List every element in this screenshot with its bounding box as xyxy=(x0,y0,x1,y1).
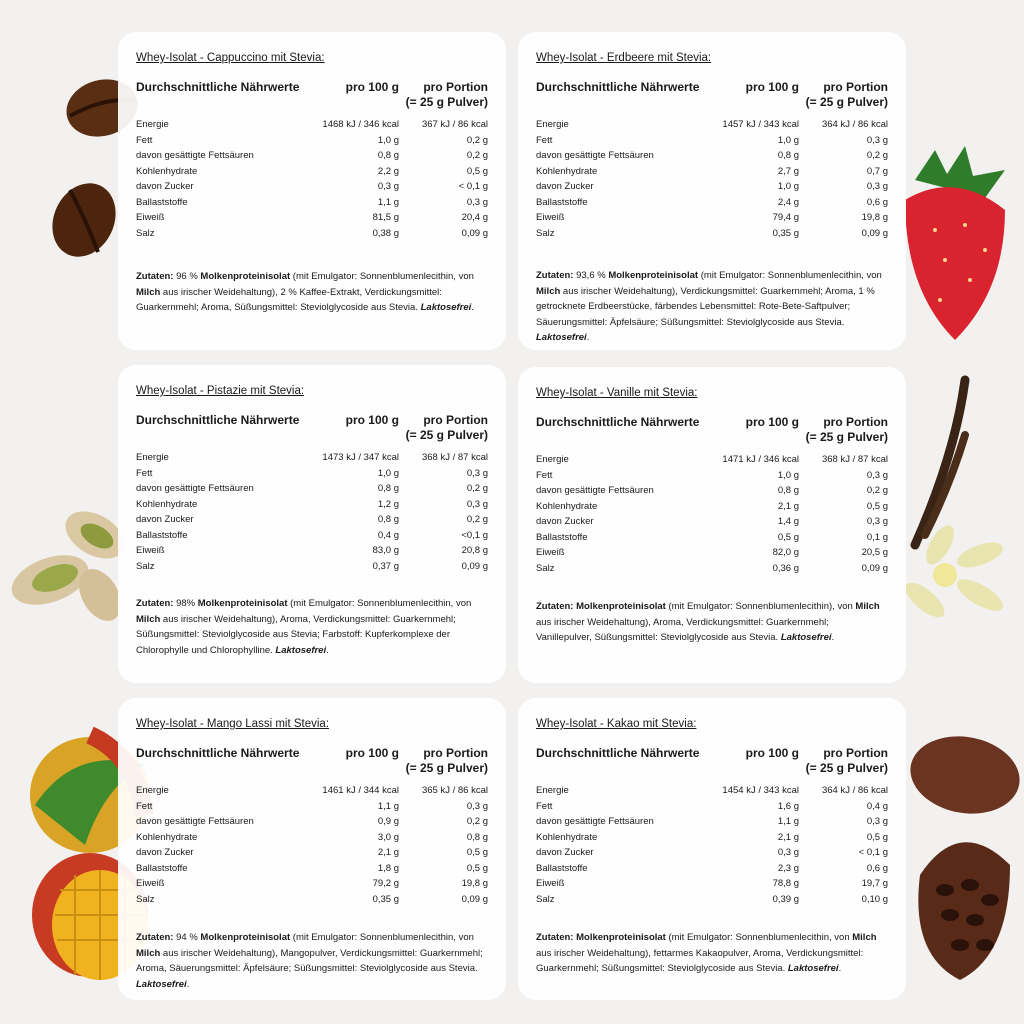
value-per-100g: 0,8 g xyxy=(377,514,399,525)
value-per-100g: 1468 kJ / 346 kcal xyxy=(322,119,399,130)
value-per-portion: 0,2 g xyxy=(466,150,488,161)
value-per-portion: 0,09 g xyxy=(461,560,488,572)
nutrition-row xyxy=(536,830,888,846)
nutrient-label: Kohlenhydrate xyxy=(536,165,598,177)
ingredient-text: . xyxy=(471,302,474,313)
card-title: Whey-Isolat - Vanille mit Stevia: xyxy=(536,387,698,399)
nutrient-label: davon gesättigte Fettsäuren xyxy=(536,150,654,161)
nutrient-label: davon Zucker xyxy=(536,181,594,192)
value-per-100g: 2,7 g xyxy=(777,165,799,177)
nutrition-row xyxy=(136,543,488,559)
header-per-100g: pro 100 g xyxy=(345,80,399,94)
nutrient-label: davon Zucker xyxy=(136,181,194,192)
value-per-portion: 0,8 g xyxy=(466,831,488,843)
value-per-portion: 0,09 g xyxy=(861,562,888,574)
value-per-portion: < 0,1 g xyxy=(858,847,888,858)
nutrition-row xyxy=(536,783,888,799)
value-per-100g: 1,6 g xyxy=(777,800,799,812)
value-per-portion: 0,09 g xyxy=(461,227,488,239)
ingredient-highlight: Molkenproteinisolat xyxy=(200,271,291,282)
nutrient-label: Ballaststoffe xyxy=(136,862,188,874)
value-per-portion: 364 kJ / 86 kcal xyxy=(821,785,888,796)
ingredient-text: aus irischer Weidehaltung), Aroma, Verdickungsmittel: Guarkernmehl; Süßungsmittel: Steviolglycoside aus Stevia; Farbstoff: Kupferkomplexe der Chlorophylle und Chlorophylline. xyxy=(136,613,456,656)
nutrition-row xyxy=(136,164,488,180)
strawberry-icon xyxy=(895,140,1024,350)
value-per-100g: 0,3 g xyxy=(377,181,399,192)
value-per-portion: 0,2 g xyxy=(466,134,488,146)
header-per-portion: pro Portion (= 25 g Pulver) xyxy=(405,80,488,109)
value-per-portion: 0,5 g xyxy=(866,500,888,512)
nutrition-row xyxy=(136,814,488,830)
value-per-100g: 1454 kJ / 343 kcal xyxy=(722,785,799,796)
nutrition-row xyxy=(536,499,888,515)
value-per-100g: 2,1 g xyxy=(777,500,799,512)
nutrition-rows xyxy=(536,783,888,907)
value-per-portion: 365 kJ / 86 kcal xyxy=(421,785,488,796)
lactose-free-note: Laktosefrei xyxy=(420,302,472,313)
nutrition-card-cappuccino xyxy=(118,32,506,350)
nutrient-label: Salz xyxy=(136,893,155,905)
nutrition-row xyxy=(536,814,888,830)
nutrition-row xyxy=(536,892,888,908)
nutrient-label: davon Zucker xyxy=(536,847,594,858)
value-per-100g: 0,8 g xyxy=(377,150,399,161)
ingredient-highlight: Molkenproteinisolat xyxy=(608,270,699,281)
nutrient-label: Energie xyxy=(536,454,569,465)
header-per-100g: pro 100 g xyxy=(345,746,399,760)
nutrition-row xyxy=(536,179,888,195)
value-per-100g: 1,1 g xyxy=(377,800,399,812)
ingredient-text: aus irischer Weidehaltung), 2 % Kaffee-Extrakt, Verdickungsmittel: Guarkernmehl; Aroma, Süßungsmittel: Steviolglycoside aus Stevia. xyxy=(136,286,442,313)
nutrition-header xyxy=(136,80,488,110)
value-per-100g: 82,0 g xyxy=(772,547,799,558)
nutrient-label: Energie xyxy=(136,119,169,130)
nutrient-label: Fett xyxy=(136,134,153,146)
value-per-portion: 0,1 g xyxy=(866,531,888,543)
value-per-100g: 79,2 g xyxy=(372,878,399,889)
value-per-100g: 1,4 g xyxy=(777,516,799,527)
nutrition-row xyxy=(136,876,488,892)
lactose-free-note: Laktosefrei xyxy=(780,632,832,643)
ingredient-text: . xyxy=(326,644,329,656)
nutrient-label: davon gesättigte Fettsäuren xyxy=(136,483,254,494)
ingredient-text: 96 % xyxy=(173,271,201,282)
nutrient-label: Ballaststoffe xyxy=(536,531,588,543)
lactose-free-note: Laktosefrei xyxy=(136,978,187,990)
value-per-100g: 3,0 g xyxy=(377,831,399,843)
value-per-100g: 81,5 g xyxy=(372,212,399,223)
card-title: Whey-Isolat - Cappuccino mit Stevia: xyxy=(136,52,325,64)
ingredient-highlight: Milch xyxy=(536,285,561,297)
nutrient-label: Eiweiß xyxy=(536,547,565,558)
header-per-100g: pro 100 g xyxy=(745,80,799,94)
nutrition-row xyxy=(136,845,488,861)
nutrition-header xyxy=(536,80,888,110)
nutrition-row xyxy=(136,466,488,482)
nutrition-header xyxy=(136,746,488,776)
value-per-100g: 0,8 g xyxy=(777,485,799,496)
value-per-portion: 368 kJ / 87 kcal xyxy=(821,454,888,465)
ingredients-label: Zutaten: xyxy=(136,271,174,282)
value-per-portion: 0,7 g xyxy=(866,165,888,177)
nutrition-card-mango-lassi xyxy=(118,698,506,1000)
nutrient-label: Kohlenhydrate xyxy=(136,165,198,177)
nutrient-label: Eiweiß xyxy=(136,212,165,223)
nutrition-card-pistazie xyxy=(118,365,506,683)
nutrition-row xyxy=(136,133,488,149)
ingredients-text xyxy=(536,930,886,977)
value-per-portion: 0,2 g xyxy=(466,816,488,827)
value-per-portion: 0,5 g xyxy=(866,831,888,843)
nutrient-label: Salz xyxy=(536,562,555,574)
header-per-portion: pro Portion (= 25 g Pulver) xyxy=(805,746,888,775)
value-per-100g: 2,1 g xyxy=(377,847,399,858)
nutrient-label: Ballaststoffe xyxy=(536,862,588,874)
ingredient-text: . xyxy=(586,332,590,343)
header-per-100g: pro 100 g xyxy=(745,746,799,760)
ingredients-text xyxy=(136,596,486,658)
nutrient-label: Kohlenhydrate xyxy=(136,498,198,510)
nutrition-row xyxy=(136,179,488,195)
value-per-portion: 0,3 g xyxy=(866,516,888,527)
nutrient-label: Energie xyxy=(536,785,569,796)
value-per-100g: 0,35 g xyxy=(772,227,799,239)
ingredients-text xyxy=(136,269,486,316)
nutrient-label: davon gesättigte Fettsäuren xyxy=(536,816,654,827)
ingredients-text xyxy=(536,599,886,646)
nutrition-row xyxy=(536,468,888,484)
ingredient-text: aus irischer Weidehaltung), Verdickungsmittel: Guarkernmehl; Aroma, 1 % getrocknete Erdbeerstücke, färbendes Lebensmittel: Rote-Bete-Saftpulver; Säuerungsmittel: Äpfelsäure; Süßungsmittel: Steviolglycoside aus Stevia. xyxy=(536,285,875,328)
nutrition-header xyxy=(136,413,488,443)
value-per-portion: 20,4 g xyxy=(461,212,488,223)
value-per-portion: 0,6 g xyxy=(866,862,888,874)
nutrition-card-vanille xyxy=(518,367,906,683)
value-per-portion: 0,3 g xyxy=(866,181,888,192)
value-per-100g: 1,0 g xyxy=(377,467,399,479)
value-per-portion: 0,3 g xyxy=(466,498,488,510)
nutrient-label: Kohlenhydrate xyxy=(536,831,598,843)
value-per-100g: 1473 kJ / 347 kcal xyxy=(322,452,399,463)
nutrient-label: Fett xyxy=(536,800,553,812)
nutrient-label: Ballaststoffe xyxy=(536,196,588,208)
header-nutrients: Durchschnittliche Nährwerte xyxy=(136,80,300,94)
nutrient-label: Salz xyxy=(536,227,555,239)
value-per-portion: 0,2 g xyxy=(866,485,888,496)
value-per-100g: 2,1 g xyxy=(777,831,799,843)
value-per-100g: 0,5 g xyxy=(777,531,799,543)
pistachio-icon xyxy=(5,490,135,630)
value-per-100g: 1,8 g xyxy=(377,862,399,874)
nutrient-label: davon gesättigte Fettsäuren xyxy=(536,485,654,496)
value-per-portion: 364 kJ / 86 kcal xyxy=(821,119,888,130)
nutrient-label: davon Zucker xyxy=(536,516,594,527)
nutrition-row xyxy=(536,845,888,861)
nutrition-row xyxy=(536,210,888,226)
ingredient-highlight: Milch xyxy=(852,932,877,943)
nutrient-label: Fett xyxy=(136,800,153,812)
nutrient-label: davon gesättigte Fettsäuren xyxy=(136,816,254,827)
value-per-portion: 0,6 g xyxy=(866,196,888,208)
ingredient-text: (mit Emulgator: Sonnenblumenlecithin), von xyxy=(665,601,856,612)
value-per-portion: 0,5 g xyxy=(466,862,488,874)
value-per-100g: 1457 kJ / 343 kcal xyxy=(722,119,799,130)
ingredient-text: . xyxy=(831,632,835,643)
nutrition-row xyxy=(136,195,488,211)
value-per-portion: 19,7 g xyxy=(861,878,888,889)
nutrition-row xyxy=(536,561,888,577)
value-per-portion: 0,4 g xyxy=(866,800,888,812)
ingredients-label: Zutaten: xyxy=(536,270,574,281)
value-per-100g: 0,38 g xyxy=(372,227,399,239)
value-per-100g: 0,4 g xyxy=(377,529,399,541)
nutrient-label: Kohlenhydrate xyxy=(536,500,598,512)
nutrition-row xyxy=(136,210,488,226)
nutrient-label: Energie xyxy=(136,785,169,796)
nutrition-row xyxy=(136,559,488,575)
nutrition-row xyxy=(136,892,488,908)
value-per-100g: 0,35 g xyxy=(372,893,399,905)
nutrient-label: Salz xyxy=(136,227,155,239)
ingredient-text: (mit Emulgator: Sonnenblumenlecithin, von xyxy=(290,271,474,282)
nutrient-label: Fett xyxy=(536,134,553,146)
value-per-100g: 78,8 g xyxy=(772,878,799,889)
nutrition-rows xyxy=(536,452,888,576)
card-title: Whey-Isolat - Mango Lassi mit Stevia: xyxy=(136,718,330,730)
value-per-portion: 0,3 g xyxy=(866,134,888,146)
cacao-icon xyxy=(890,725,1024,985)
nutrient-label: Eiweiß xyxy=(136,878,165,889)
value-per-portion: 0,09 g xyxy=(861,227,888,239)
nutrient-label: Energie xyxy=(536,119,569,130)
ingredients-text xyxy=(536,268,886,346)
nutrition-row xyxy=(536,164,888,180)
value-per-portion: 19,8 g xyxy=(461,878,488,889)
value-per-portion: 0,2 g xyxy=(466,514,488,525)
value-per-100g: 1471 kJ / 346 kcal xyxy=(722,454,799,465)
nutrient-label: Eiweiß xyxy=(536,212,565,223)
nutrition-row xyxy=(136,830,488,846)
value-per-100g: 0,3 g xyxy=(777,847,799,858)
value-per-portion: 0,3 g xyxy=(466,467,488,479)
ingredient-highlight: Molkenproteinisolat xyxy=(197,598,288,609)
value-per-100g: 1461 kJ / 344 kcal xyxy=(322,785,399,796)
nutrition-rows xyxy=(136,117,488,241)
nutrient-label: Energie xyxy=(136,452,169,463)
header-per-portion: pro Portion (= 25 g Pulver) xyxy=(405,746,488,775)
nutrition-row xyxy=(136,481,488,497)
value-per-portion: 0,3 g xyxy=(866,469,888,481)
value-per-100g: 2,4 g xyxy=(777,196,799,208)
ingredient-highlight: Milch xyxy=(136,947,161,959)
nutrient-label: Salz xyxy=(136,560,155,572)
header-nutrients: Durchschnittliche Nährwerte xyxy=(536,415,700,429)
nutrition-row xyxy=(136,799,488,815)
value-per-portion: 0,09 g xyxy=(461,893,488,905)
value-per-100g: 1,0 g xyxy=(377,134,399,146)
nutrition-row xyxy=(536,117,888,133)
nutrition-row xyxy=(536,452,888,468)
value-per-100g: 1,2 g xyxy=(377,498,399,510)
nutrition-row xyxy=(136,117,488,133)
nutrient-label: Salz xyxy=(536,893,555,905)
ingredient-highlight: Molkenproteinisolat xyxy=(200,932,291,943)
value-per-100g: 1,0 g xyxy=(777,181,799,192)
card-title: Whey-Isolat - Kakao mit Stevia: xyxy=(536,718,697,730)
nutrition-row xyxy=(536,195,888,211)
ingredient-text: 93,6 % xyxy=(573,270,609,281)
nutrition-row xyxy=(536,545,888,561)
nutrition-row xyxy=(136,497,488,513)
value-per-portion: 0,10 g xyxy=(861,893,888,905)
value-per-100g: 0,37 g xyxy=(372,560,399,572)
value-per-portion: 0,5 g xyxy=(466,847,488,858)
ingredient-highlight: Milch xyxy=(136,286,161,298)
value-per-100g: 1,0 g xyxy=(777,469,799,481)
value-per-100g: 0,36 g xyxy=(772,562,799,574)
nutrition-row xyxy=(136,450,488,466)
nutrition-row xyxy=(536,530,888,546)
ingredient-highlight: Molkenproteinisolat xyxy=(576,601,666,612)
nutrition-card-erdbeere xyxy=(518,32,906,350)
nutrition-rows xyxy=(536,117,888,241)
nutrition-row xyxy=(136,226,488,242)
ingredient-text: 98% xyxy=(173,598,198,609)
nutrient-label: davon Zucker xyxy=(136,847,194,858)
value-per-portion: 0,3 g xyxy=(466,800,488,812)
ingredient-highlight: Molkenproteinisolat xyxy=(576,932,666,943)
nutrient-label: Eiweiß xyxy=(536,878,565,889)
nutrient-label: davon gesättigte Fettsäuren xyxy=(136,150,254,161)
lactose-free-note: Laktosefrei xyxy=(536,332,587,343)
ingredient-text: (mit Emulgator: Sonnenblumenlecithin, von xyxy=(290,932,474,943)
nutrition-row xyxy=(536,226,888,242)
value-per-100g: 2,3 g xyxy=(777,862,799,874)
ingredients-label: Zutaten: xyxy=(536,932,574,943)
ingredient-text: 94 % xyxy=(173,932,201,943)
header-per-portion: pro Portion (= 25 g Pulver) xyxy=(805,415,888,444)
ingredient-text: . xyxy=(186,978,190,990)
header-per-100g: pro 100 g xyxy=(345,413,399,427)
nutrition-header xyxy=(536,415,888,445)
ingredients-label: Zutaten: xyxy=(136,598,174,609)
value-per-100g: 0,8 g xyxy=(777,150,799,161)
value-per-portion: 0,3 g xyxy=(466,196,488,208)
value-per-portion: 20,5 g xyxy=(861,547,888,558)
ingredient-text: aus irischer Weidehaltung), Mangopulver, Verdickungsmittel: Guarkernmehl; Aroma, Säuerungsmittel: Äpfelsäure; Süßungsmittel: Steviolglycoside aus Stevia. xyxy=(136,947,483,974)
nutrition-row xyxy=(536,876,888,892)
value-per-portion: 0,5 g xyxy=(466,165,488,177)
header-per-portion: pro Portion (= 25 g Pulver) xyxy=(405,413,488,442)
value-per-portion: 19,8 g xyxy=(861,212,888,223)
nutrition-row xyxy=(536,861,888,877)
value-per-100g: 1,1 g xyxy=(377,196,399,208)
value-per-portion: 367 kJ / 86 kcal xyxy=(421,119,488,130)
header-per-100g: pro 100 g xyxy=(745,415,799,429)
value-per-100g: 79,4 g xyxy=(772,212,799,223)
nutrient-label: Eiweiß xyxy=(136,545,165,556)
nutrition-rows xyxy=(136,450,488,574)
header-nutrients: Durchschnittliche Nährwerte xyxy=(136,746,300,760)
nutrient-label: Ballaststoffe xyxy=(136,529,188,541)
nutrition-row xyxy=(136,528,488,544)
card-title: Whey-Isolat - Erdbeere mit Stevia: xyxy=(536,52,712,64)
nutrition-row xyxy=(136,148,488,164)
nutrition-row xyxy=(536,483,888,499)
nutrition-header xyxy=(536,746,888,776)
ingredient-text: . xyxy=(838,963,842,974)
nutrition-row xyxy=(536,799,888,815)
nutrition-row xyxy=(136,861,488,877)
value-per-100g: 83,0 g xyxy=(372,545,399,556)
nutrition-card-kakao xyxy=(518,698,906,1000)
nutrition-row xyxy=(536,133,888,149)
lactose-free-note: Laktosefrei xyxy=(275,644,327,656)
value-per-100g: 0,8 g xyxy=(377,483,399,494)
header-per-portion: pro Portion (= 25 g Pulver) xyxy=(805,80,888,109)
nutrient-label: Ballaststoffe xyxy=(136,196,188,208)
value-per-100g: 1,0 g xyxy=(777,134,799,146)
ingredient-text: (mit Emulgator: Sonnenblumenlecithin, von xyxy=(665,932,853,943)
ingredients-label: Zutaten: xyxy=(536,601,574,612)
value-per-100g: 2,2 g xyxy=(377,165,399,177)
ingredients-text xyxy=(136,930,486,992)
nutrition-row xyxy=(136,783,488,799)
header-nutrients: Durchschnittliche Nährwerte xyxy=(536,746,700,760)
value-per-100g: 1,1 g xyxy=(777,816,799,827)
nutrition-row xyxy=(536,148,888,164)
ingredient-highlight: Milch xyxy=(855,601,880,612)
value-per-portion: < 0,1 g xyxy=(458,181,488,192)
nutrition-rows xyxy=(136,783,488,907)
value-per-portion: <0,1 g xyxy=(461,529,488,541)
value-per-portion: 368 kJ / 87 kcal xyxy=(421,452,488,463)
vanilla-icon xyxy=(895,375,1024,645)
value-per-portion: 20,8 g xyxy=(461,545,488,556)
ingredient-text: (mit Emulgator: Sonnenblumenlecithin, von xyxy=(698,270,882,281)
ingredient-highlight: Milch xyxy=(136,613,161,625)
nutrient-label: Kohlenhydrate xyxy=(136,831,198,843)
header-nutrients: Durchschnittliche Nährwerte xyxy=(536,80,700,94)
card-title: Whey-Isolat - Pistazie mit Stevia: xyxy=(136,385,305,397)
lactose-free-note: Laktosefrei xyxy=(787,963,839,974)
ingredients-label: Zutaten: xyxy=(136,932,174,943)
ingredient-text: aus irischer Weidehaltung), fettarmes Kakaopulver, Aroma, Verdickungsmittel: Guarkernmehl; Süßungsmittel: Steviolglycoside aus Stevia. xyxy=(536,947,864,974)
nutrition-row xyxy=(136,512,488,528)
nutrition-row xyxy=(536,514,888,530)
ingredient-text: (mit Emulgator: Sonnenblumenlecithin, von xyxy=(287,598,472,609)
value-per-portion: 0,2 g xyxy=(466,483,488,494)
nutrient-label: davon Zucker xyxy=(136,514,194,525)
header-nutrients: Durchschnittliche Nährwerte xyxy=(136,413,300,427)
ingredient-text: aus irischer Weidehaltung), Aroma, Verdickungsmittel: Guarkernmehl; Vanillepulver, Süßungsmittel: Steviolglycoside aus Stevia. xyxy=(536,616,829,643)
value-per-portion: 0,2 g xyxy=(866,150,888,161)
value-per-100g: 0,9 g xyxy=(377,816,399,827)
value-per-100g: 0,39 g xyxy=(772,893,799,905)
nutrient-label: Fett xyxy=(136,467,153,479)
value-per-portion: 0,3 g xyxy=(866,816,888,827)
nutrient-label: Fett xyxy=(536,469,553,481)
